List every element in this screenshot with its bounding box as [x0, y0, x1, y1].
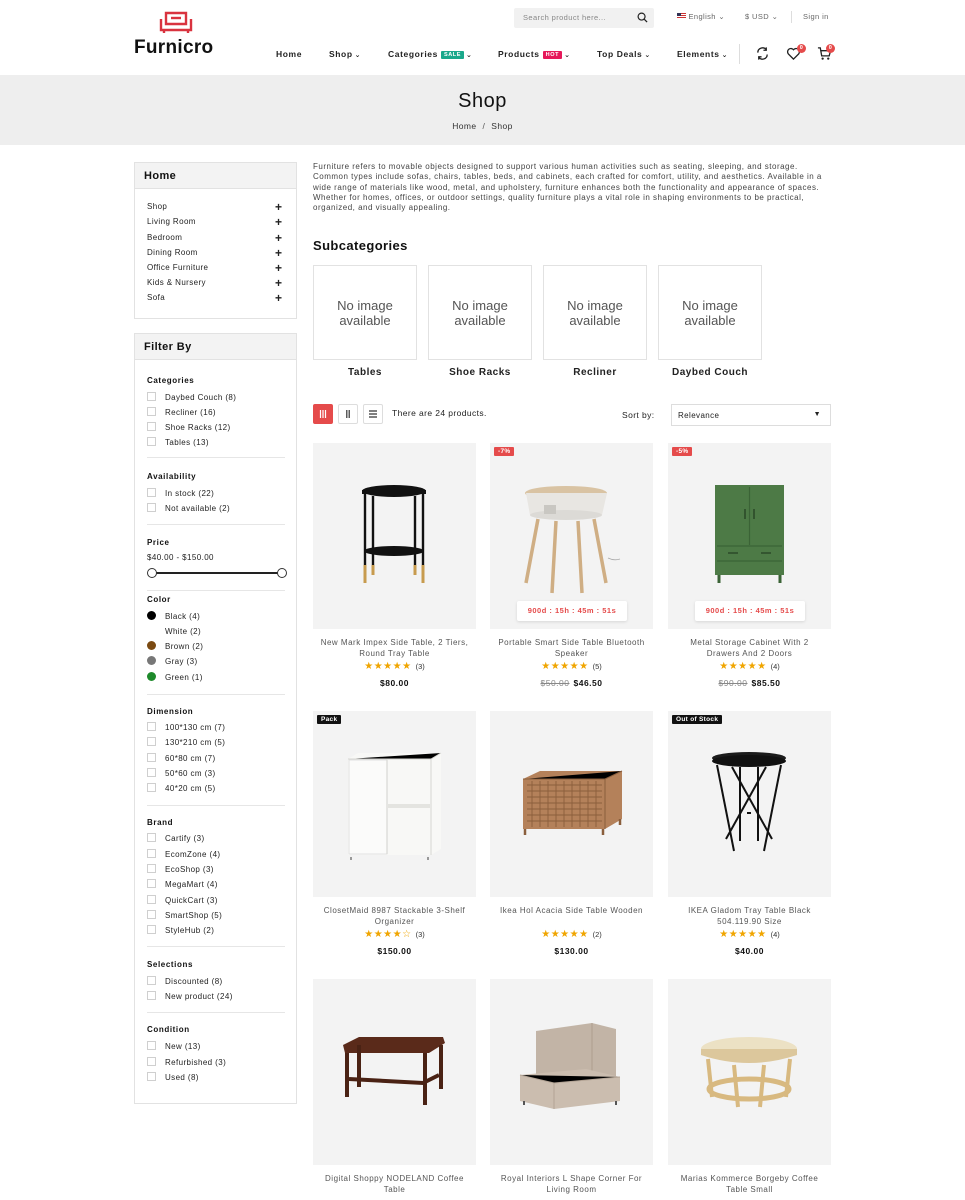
price-old: $50.00 — [540, 678, 570, 688]
product-price — [490, 678, 653, 688]
category-item-living-room[interactable]: Living Room — [147, 217, 196, 226]
filter-label: MegaMart (4) — [165, 880, 218, 889]
product-name[interactable]: Ikea Hol Acacia Side Table Wooden — [500, 906, 643, 915]
price-current: $130.00 — [554, 946, 589, 956]
breadcrumb-separator: / — [482, 121, 486, 131]
divider — [147, 457, 285, 458]
subcategory-tables[interactable] — [313, 265, 417, 378]
product-image[interactable] — [490, 443, 653, 629]
subcategory-daybed-couch[interactable] — [658, 265, 762, 378]
filter-label: Not available (2) — [165, 504, 231, 513]
checkbox[interactable] — [147, 849, 156, 858]
product-image[interactable] — [490, 711, 653, 897]
filter-checkbox[interactable] — [147, 737, 225, 747]
filter-label: New product (24) — [165, 992, 233, 1001]
filter-heading-price: Price — [147, 538, 170, 547]
coffee-table-image — [313, 979, 476, 1165]
subcategory-image-placeholder[interactable]: No image available — [428, 265, 532, 360]
subcategory-image-placeholder[interactable]: No image available — [543, 265, 647, 360]
checkbox[interactable] — [147, 910, 156, 919]
subcategory-image-placeholder[interactable]: No image available — [658, 265, 762, 360]
expand-plus-icon[interactable]: + — [275, 276, 283, 290]
filter-label: 60*80 cm (7) — [165, 754, 216, 763]
logo[interactable] — [134, 10, 224, 60]
checkbox[interactable] — [147, 895, 156, 904]
sign-in-link[interactable]: Sign in — [803, 12, 829, 21]
color-swatch[interactable] — [147, 656, 156, 665]
subcategory-label[interactable]: Tables — [348, 367, 382, 378]
checkbox[interactable] — [147, 768, 156, 777]
product-price — [313, 678, 476, 688]
checkbox[interactable] — [147, 392, 156, 401]
checkbox[interactable] — [147, 976, 156, 985]
filter-checkbox[interactable] — [147, 488, 214, 498]
star-icons: ★★★★★ — [541, 661, 589, 672]
chevron-down-icon: ⌄ — [354, 52, 362, 59]
filter-heading-condition: Condition — [147, 1025, 190, 1034]
category-item-shop[interactable]: Shop — [147, 202, 168, 211]
filter-checkbox[interactable] — [147, 1041, 201, 1051]
subcategory-label[interactable]: Daybed Couch — [671, 367, 748, 378]
checkbox[interactable] — [147, 488, 156, 497]
review-count: (5) — [592, 662, 602, 671]
language-select[interactable] — [677, 12, 725, 21]
filter-checkbox[interactable] — [147, 864, 214, 874]
breadcrumb — [0, 121, 965, 131]
subcategory-recliner[interactable] — [543, 265, 647, 378]
rating-stars — [668, 929, 831, 940]
filter-label: Green (1) — [165, 673, 203, 682]
round-side-table-image — [313, 443, 476, 629]
us-flag-icon — [677, 13, 686, 19]
filter-label: 40*20 cm (5) — [165, 784, 216, 793]
checkbox[interactable] — [147, 1072, 156, 1081]
filter-heading-categories: Categories — [147, 376, 195, 385]
review-count: (2) — [592, 930, 602, 939]
product-name[interactable]: New Mark Impex Side Table, 2 Tiers, Round Tray Table — [320, 638, 469, 658]
chevron-down-icon: ⌄ — [466, 52, 473, 59]
grid-icon — [314, 405, 332, 423]
category-panel-title[interactable]: Home — [135, 163, 296, 189]
site-header — [0, 0, 965, 76]
category-item-dining-room[interactable]: Dining Room — [147, 248, 198, 257]
filter-checkbox[interactable] — [147, 407, 216, 417]
filter-checkbox[interactable] — [147, 925, 214, 935]
nav-label: Home — [276, 49, 303, 59]
product-name[interactable]: ClosetMaid 8987 Stackable 3-Shelf Organizer — [323, 906, 466, 926]
price-current: $150.00 — [377, 946, 412, 956]
filter-heading-brand: Brand — [147, 818, 174, 827]
chevron-down-icon: ⌄ — [718, 12, 726, 21]
color-swatch[interactable] — [147, 611, 156, 620]
checkbox[interactable] — [147, 422, 156, 431]
review-count: (3) — [415, 662, 425, 671]
checkbox[interactable] — [147, 722, 156, 731]
nav-label: Products — [498, 49, 540, 59]
filter-label: Recliner (16) — [165, 408, 216, 417]
filter-label: New (13) — [165, 1042, 201, 1051]
category-panel — [134, 162, 297, 319]
subcategory-label[interactable]: Shoe Racks — [449, 367, 511, 378]
two-column-icon — [339, 405, 357, 423]
nav-label: Elements — [677, 49, 720, 59]
checkbox[interactable] — [147, 407, 156, 416]
chevron-down-icon: ⌄ — [721, 52, 729, 59]
countdown-timer: 900d : 15h : 45m : 51s — [695, 601, 805, 621]
product-name[interactable]: Metal Storage Cabinet With 2 Drawers And 2 Doors — [690, 638, 809, 658]
nav-label: Top Deals — [597, 49, 643, 59]
price-range-text: $40.00 - $150.00 — [147, 553, 214, 562]
wishlist-count-badge: 0 — [797, 44, 806, 53]
divider — [147, 946, 285, 947]
filter-checkbox[interactable] — [147, 895, 218, 905]
category-description: Furniture refers to movable objects designed to support various human activities such as seating, sleeping, and storage. Common types include sofas, chairs, tables, beds, and cabinets, each crafted for comfort, utility, and aesthetics. Available in a wide range of materials like wood, metal, and upholstery, furniture enhances both the functionality and appearance of spaces. Whether for homes, offices, or outdoor settings, quality furniture plays a vital role in shaping environments to be practical, organized, and visually appealing. — [313, 162, 822, 213]
grid-view-button[interactable] — [313, 404, 333, 424]
search-input[interactable] — [514, 8, 654, 28]
divider — [791, 11, 792, 23]
star-icons: ★★★★☆ — [364, 929, 412, 940]
countdown-timer: 900d : 15h : 45m : 51s — [517, 601, 627, 621]
filter-checkbox[interactable] — [147, 783, 216, 793]
filter-label: SmartShop (5) — [165, 911, 223, 920]
currency-label: $ USD — [745, 12, 770, 21]
hot-badge: HOT — [543, 51, 562, 59]
product-image[interactable] — [313, 443, 476, 629]
filter-heading-selections: Selections — [147, 960, 194, 969]
checkbox[interactable] — [147, 991, 156, 1000]
list-icon — [364, 405, 382, 423]
star-icons: ★★★★★ — [719, 929, 767, 940]
product-image[interactable] — [668, 711, 831, 897]
price-current: $80.00 — [380, 678, 409, 688]
filter-label: 130*210 cm (5) — [165, 738, 226, 747]
divider — [147, 524, 285, 525]
price-current: $85.50 — [751, 678, 781, 688]
filter-checkbox[interactable] — [147, 722, 225, 732]
checkbox[interactable] — [147, 737, 156, 746]
chevron-down-icon: ⌄ — [644, 52, 651, 59]
filter-label: 100*130 cm (7) — [165, 723, 226, 732]
white-shelf-image — [313, 711, 476, 897]
checkbox[interactable] — [147, 925, 156, 934]
product-price — [490, 946, 653, 956]
filter-checkbox[interactable] — [147, 976, 223, 986]
rating-stars — [668, 661, 831, 672]
checkbox[interactable] — [147, 753, 156, 762]
expand-plus-icon[interactable]: + — [275, 215, 283, 229]
subcategories-heading: Subcategories — [313, 238, 408, 253]
color-filter-gray[interactable] — [147, 656, 198, 666]
product-name[interactable]: Digital Shoppy NODELAND Coffee Table — [325, 1174, 464, 1194]
color-filter-white[interactable] — [147, 626, 201, 636]
filter-label: Shoe Racks (12) — [165, 423, 231, 432]
checkbox[interactable] — [147, 833, 156, 842]
filter-checkbox[interactable] — [147, 849, 220, 859]
filter-checkbox[interactable] — [147, 1072, 199, 1082]
review-count: (4) — [770, 930, 780, 939]
product-image[interactable] — [668, 443, 831, 629]
divider — [147, 694, 285, 695]
caret-down-icon: ▼ — [813, 411, 821, 418]
subcategory-image-placeholder[interactable]: No image available — [313, 265, 417, 360]
filter-label: Daybed Couch (8) — [165, 393, 237, 402]
filter-heading-color: Color — [147, 595, 171, 604]
product-image[interactable] — [313, 711, 476, 897]
stock-tag: Out of Stock — [672, 715, 722, 724]
currency-select[interactable] — [745, 12, 778, 21]
filter-label: Black (4) — [165, 612, 201, 621]
category-item-kids-nursery[interactable]: Kids & Nursery — [147, 278, 206, 287]
price-current: $46.50 — [573, 678, 603, 688]
product-count: There are 24 products. — [392, 408, 487, 418]
product-name[interactable]: Royal Interiors L Shape Corner For Living Room — [500, 1174, 643, 1194]
corner-chair-image — [490, 979, 653, 1165]
logo-text: Furnicro — [134, 37, 214, 58]
review-count: (4) — [770, 662, 780, 671]
filter-label: Gray (3) — [165, 657, 198, 666]
product-name[interactable]: Marias Kommerce Borgeby Coffee Table Small — [680, 1174, 819, 1194]
star-icons: ★★★★★ — [541, 929, 589, 940]
nav-home[interactable] — [276, 49, 302, 59]
filter-label: StyleHub (2) — [165, 926, 215, 935]
round-coffee-table-image — [668, 979, 831, 1165]
sofa-logo-icon — [158, 10, 194, 34]
color-swatch[interactable] — [147, 672, 156, 681]
filter-heading-availability: Availability — [147, 472, 197, 481]
product-image[interactable] — [490, 979, 653, 1165]
filter-checkbox[interactable] — [147, 753, 216, 763]
category-item-bedroom[interactable]: Bedroom — [147, 233, 183, 242]
price-old: $90.00 — [718, 678, 748, 688]
rating-stars — [490, 929, 653, 940]
tray-table-image — [668, 711, 831, 897]
color-filter-black[interactable] — [147, 611, 200, 621]
checkbox[interactable] — [147, 1057, 156, 1066]
nav-products[interactable] — [498, 49, 571, 59]
filter-checkbox[interactable] — [147, 437, 209, 447]
sort-select[interactable] — [671, 404, 831, 426]
expand-plus-icon[interactable]: + — [275, 291, 283, 305]
pack-tag: Pack — [317, 715, 341, 724]
nav-top-deals[interactable] — [597, 49, 651, 59]
product-image[interactable] — [668, 979, 831, 1165]
acacia-table-image — [490, 711, 653, 897]
discount-tag: -5% — [672, 447, 692, 456]
filter-label: Cartify (3) — [165, 834, 205, 843]
category-item-office-furniture[interactable]: Office Furniture — [147, 263, 209, 272]
star-icons: ★★★★★ — [364, 661, 412, 672]
chevron-down-icon: ⌄ — [771, 12, 779, 21]
product-price — [313, 946, 476, 956]
checkbox[interactable] — [147, 437, 156, 446]
color-filter-green[interactable] — [147, 672, 203, 682]
filter-label: 50*60 cm (3) — [165, 769, 216, 778]
divider — [147, 590, 285, 591]
breadcrumb-current: Shop — [491, 121, 513, 131]
filter-label: Discounted (8) — [165, 977, 223, 986]
price-slider-track[interactable] — [151, 572, 282, 574]
checkbox[interactable] — [147, 783, 156, 792]
nav-elements[interactable] — [677, 49, 728, 59]
color-swatch[interactable] — [147, 641, 156, 650]
rating-stars — [313, 929, 476, 940]
expand-plus-icon[interactable]: + — [275, 261, 283, 275]
checkbox[interactable] — [147, 503, 156, 512]
filter-label: EcoShop (3) — [165, 865, 214, 874]
divider — [147, 1012, 285, 1013]
divider — [147, 805, 285, 806]
checkbox[interactable] — [147, 864, 156, 873]
filter-checkbox[interactable] — [147, 392, 236, 402]
category-item-sofa[interactable]: Sofa — [147, 293, 166, 302]
filter-label: EcomZone (4) — [165, 850, 221, 859]
filter-checkbox[interactable] — [147, 910, 222, 920]
divider — [739, 44, 740, 64]
product-price — [668, 678, 831, 688]
sale-badge: SALE — [441, 51, 464, 59]
nav-shop[interactable] — [329, 49, 361, 59]
filter-label: Tables (13) — [165, 438, 209, 447]
page-title: Shop — [458, 90, 507, 112]
compare-icon[interactable] — [755, 46, 770, 61]
product-image[interactable] — [313, 979, 476, 1165]
filter-label: Used (8) — [165, 1073, 199, 1082]
filter-checkbox[interactable] — [147, 991, 233, 1001]
expand-plus-icon[interactable]: + — [275, 246, 283, 260]
filter-panel — [134, 333, 297, 1104]
sort-value: Relevance — [678, 411, 720, 420]
nav-label: Shop — [329, 49, 353, 59]
subcategory-shoe-racks[interactable] — [428, 265, 532, 378]
checkbox[interactable] — [147, 879, 156, 888]
filter-checkbox[interactable] — [147, 879, 218, 889]
cart-count-badge: 0 — [826, 44, 835, 53]
filter-label: Refurbished (3) — [165, 1058, 227, 1067]
subcategory-label[interactable]: Recliner — [573, 367, 617, 378]
filter-label: Brown (2) — [165, 642, 204, 651]
search-icon[interactable] — [637, 12, 648, 23]
expand-plus-icon[interactable]: + — [275, 200, 283, 214]
nav-categories[interactable] — [388, 49, 472, 59]
price-slider-min-handle[interactable] — [147, 568, 157, 578]
filter-checkbox[interactable] — [147, 768, 216, 778]
star-icons: ★★★★★ — [719, 661, 767, 672]
filter-panel-title: Filter By — [135, 334, 296, 360]
chevron-down-icon: ⌄ — [564, 52, 571, 59]
sort-label: Sort by: — [622, 410, 655, 420]
color-filter-brown[interactable] — [147, 641, 203, 651]
list-view-button[interactable] — [363, 404, 383, 424]
rating-stars — [313, 661, 476, 672]
expand-plus-icon[interactable]: + — [275, 231, 283, 245]
filter-checkbox[interactable] — [147, 833, 205, 843]
filter-label: QuickCart (3) — [165, 896, 218, 905]
language-label: English — [688, 12, 716, 21]
two-column-view-button[interactable] — [338, 404, 358, 424]
discount-tag: -7% — [494, 447, 514, 456]
product-price — [668, 946, 831, 956]
filter-label: In stock (22) — [165, 489, 215, 498]
filter-checkbox[interactable] — [147, 503, 230, 513]
filter-checkbox[interactable] — [147, 1057, 226, 1067]
product-name[interactable]: Portable Smart Side Table Bluetooth Speaker — [498, 638, 645, 658]
nav-label: Categories — [388, 49, 438, 59]
price-current: $40.00 — [735, 946, 764, 956]
search-placeholder: Search product here... — [523, 13, 607, 22]
filter-heading-dimension: Dimension — [147, 707, 194, 716]
review-count: (3) — [415, 930, 425, 939]
rating-stars — [490, 661, 653, 672]
breadcrumb-home[interactable]: Home — [452, 121, 477, 131]
filter-label: White (2) — [165, 627, 202, 636]
product-name[interactable]: IKEA Gladom Tray Table Black 504.119.90 Size — [688, 906, 811, 926]
price-slider-max-handle[interactable] — [277, 568, 287, 578]
checkbox[interactable] — [147, 1041, 156, 1050]
color-swatch[interactable] — [147, 626, 156, 635]
page-title-band — [0, 76, 965, 145]
filter-checkbox[interactable] — [147, 422, 231, 432]
